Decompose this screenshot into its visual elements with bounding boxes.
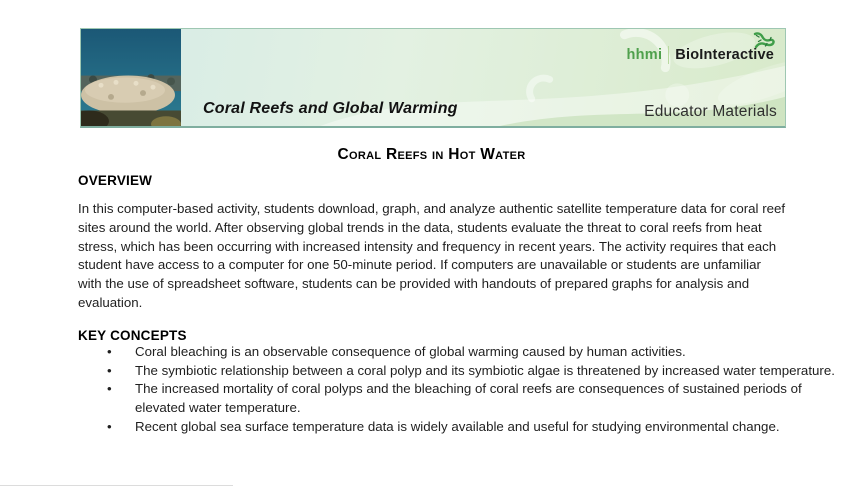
hhmi-biointeractive-logo — [626, 46, 774, 64]
hhmi-logo-text: hhmi — [626, 47, 663, 63]
logo-divider — [668, 46, 669, 64]
page-title: Coral Reefs in Hot Water — [337, 146, 526, 164]
biointeractive-logo-text: BioInteractive — [675, 47, 774, 63]
list-item: • Coral bleaching is an observable consequence of global warming caused by human activities. — [135, 343, 837, 362]
key-concepts-list — [78, 343, 837, 437]
list-item: • The increased mortality of coral polyps and the bleaching of coral reefs are consequences of sustained periods of elevated water temperature. — [135, 380, 837, 417]
list-item: • Recent global sea surface temperature data is widely available and useful for studying environmental change. — [135, 418, 837, 437]
page-edge-divider — [0, 485, 233, 486]
key-concepts-heading: KEY CONCEPTS — [78, 328, 187, 344]
overview-body: In this computer-based activity, students download, graph, and analyze authentic satellite temperature data for coral reef sites around the world. After observing global trends in the data, students evaluate the threat to coral reefs from heat stress, which has been occurring with increased intensity and frequency in recent years. The activity requires that each student have access to a computer for one 50-minute period. If computers are unavailable or students are unfamiliar with the use of spreadsheet software, students can be provided with handouts of prepared graphs for analysis and evaluation. — [78, 201, 786, 310]
overview-heading: OVERVIEW — [78, 173, 153, 189]
list-item: • The symbiotic relationship between a coral polyp and its symbiotic algae is threatened by increased water temperature. — [135, 362, 837, 381]
gecko-icon — [752, 31, 776, 49]
coral-reef-photo — [81, 29, 181, 126]
activity-title: Coral Reefs and Global Warming — [203, 100, 458, 117]
header-banner — [80, 28, 786, 128]
doc-type-label: Educator Materials — [644, 103, 777, 120]
